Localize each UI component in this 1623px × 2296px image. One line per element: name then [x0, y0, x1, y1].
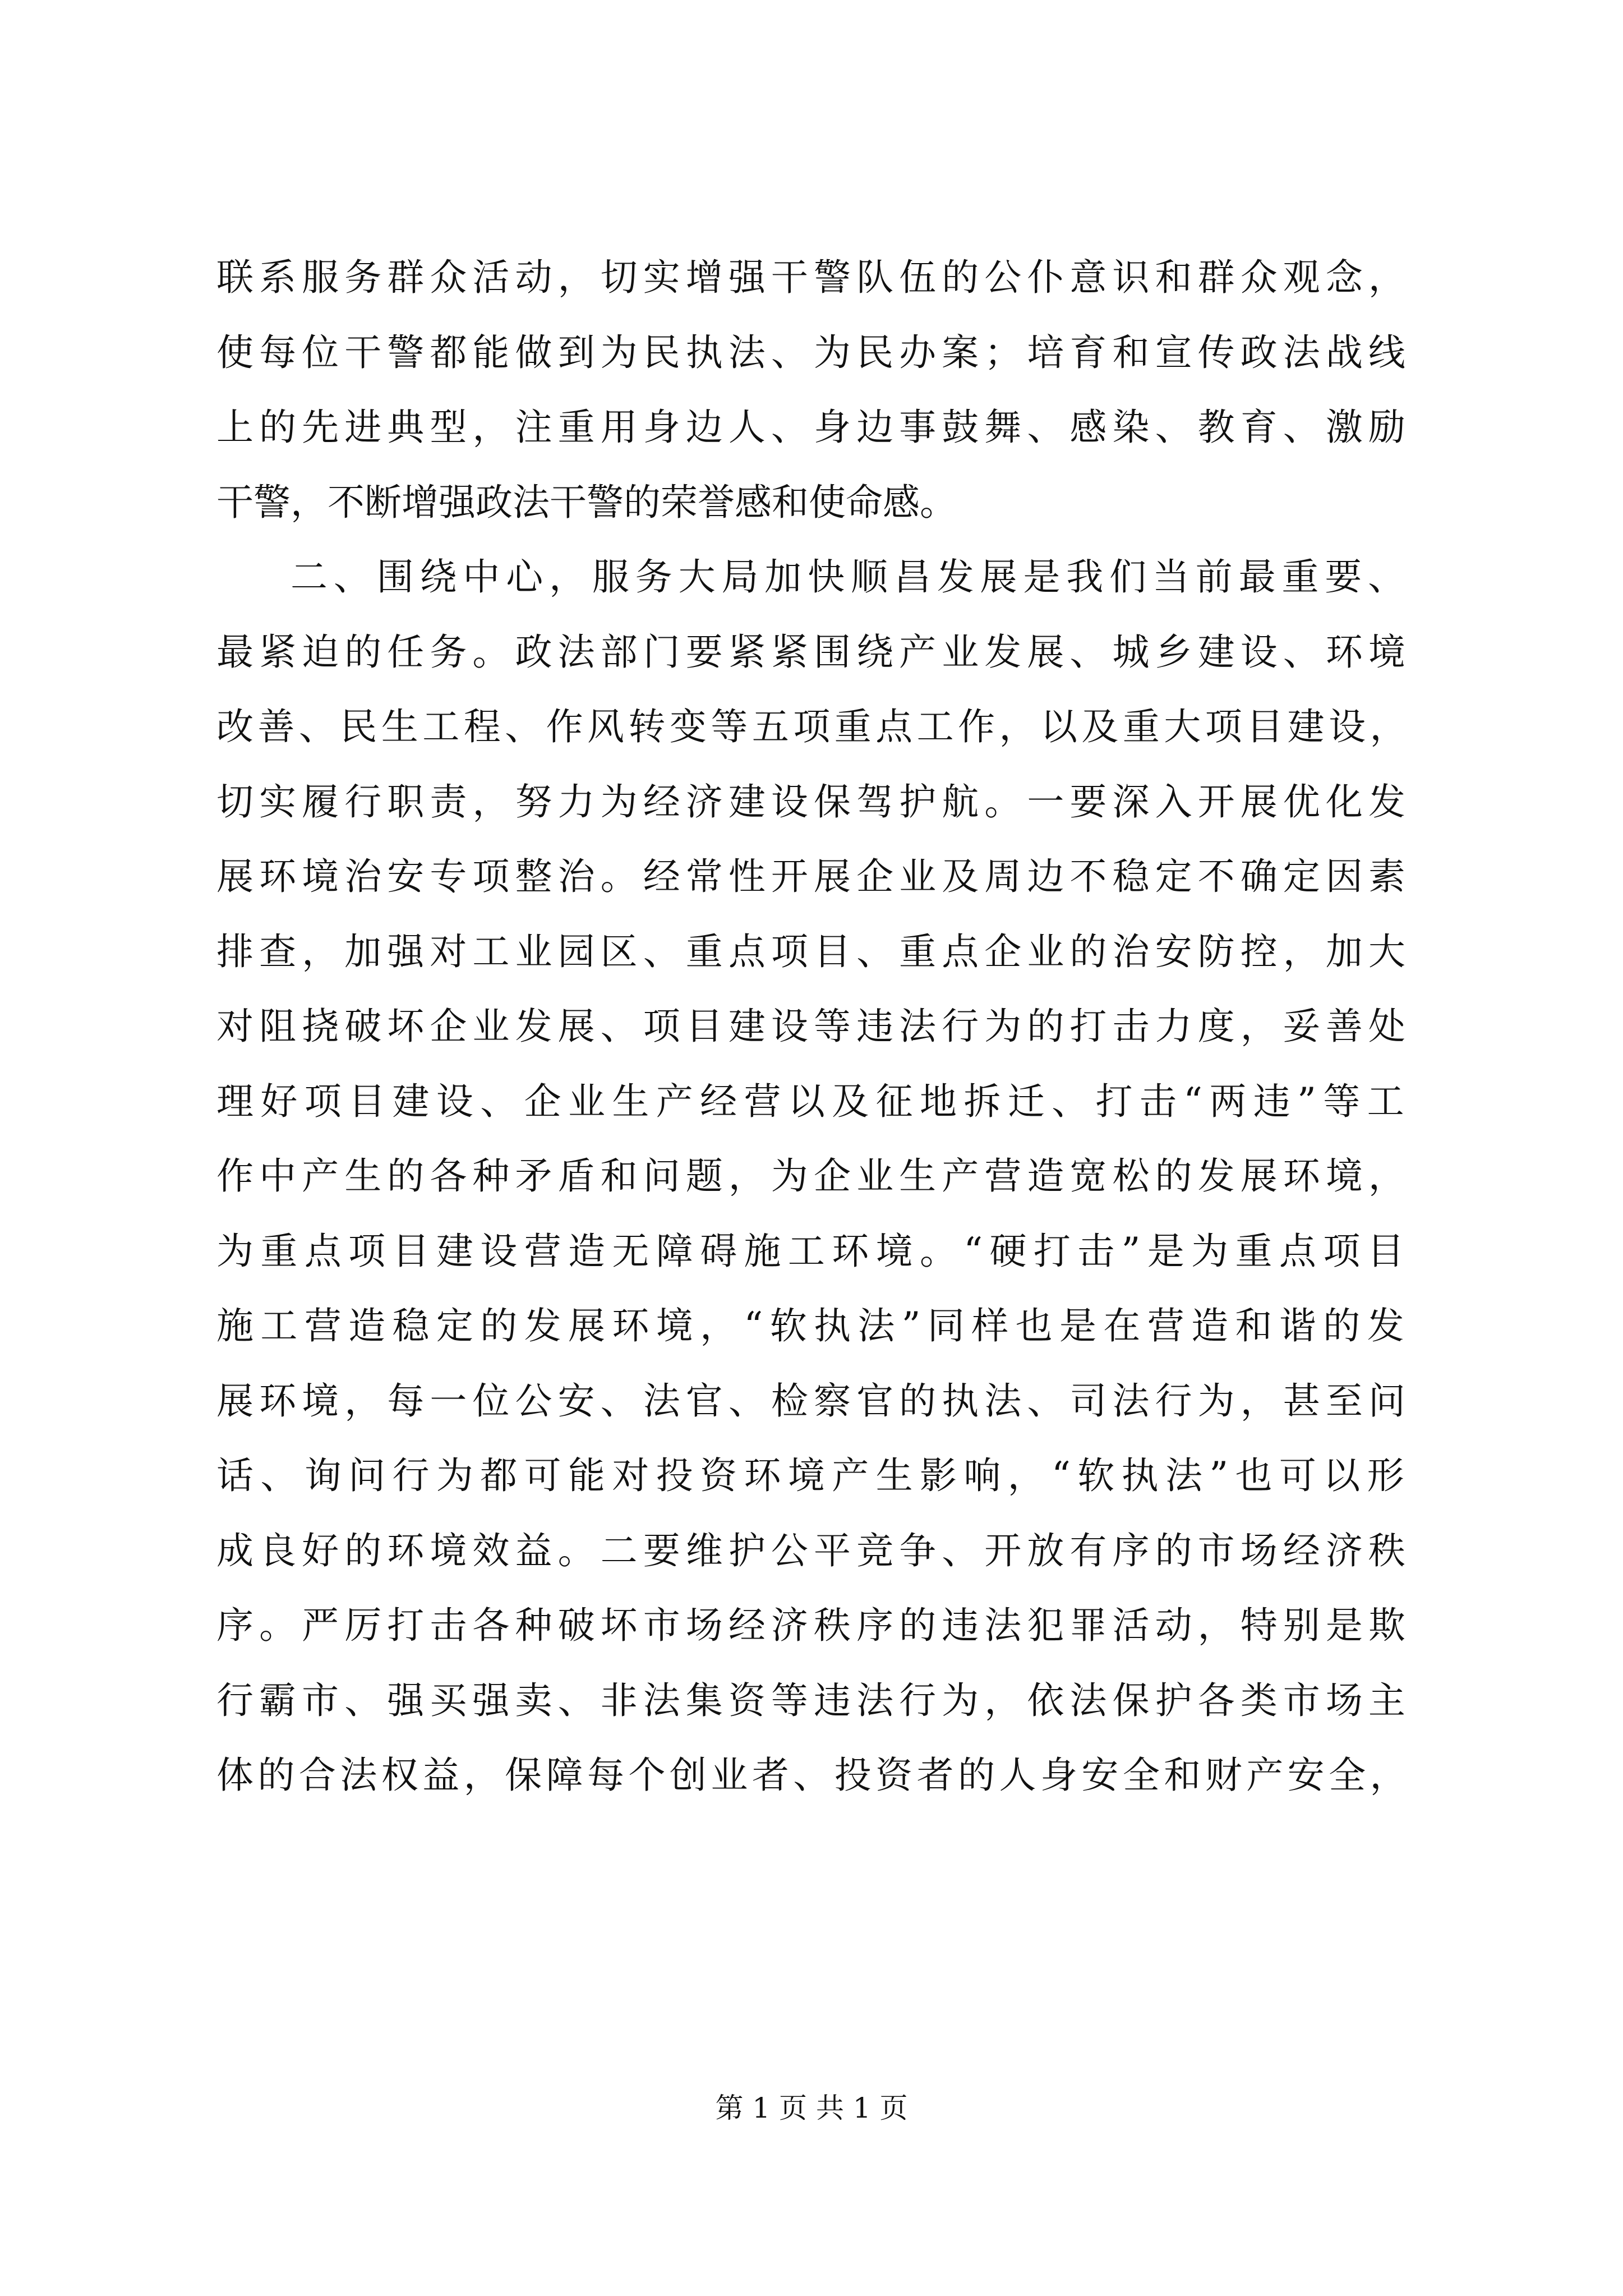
text-line: 为重点项目建设营造无障碍施工环境。“硬打击”是为重点项目: [216, 1229, 1411, 1273]
text-line: 成良好的环境效益。二要维护公平竞争、开放有序的市场经济秩: [216, 1529, 1411, 1572]
text-line: 最紧迫的任务。政法部门要紧紧围绕产业发展、城乡建设、环境: [216, 630, 1411, 674]
text-line: 展环境治安专项整治。经常性开展企业及周边不稳定不确定因素: [216, 855, 1411, 898]
text-line: 作中产生的各种矛盾和问题，为企业生产营造宽松的发展环境，: [216, 1154, 1411, 1198]
text-line: 切实履行职责，努力为经济建设保驾护航。一要深入开展优化发: [216, 780, 1411, 823]
body-text: [216, 240, 1411, 1813]
text-line: 展环境，每一位公安、法官、检察官的执法、司法行为，甚至问: [216, 1379, 1411, 1423]
text-line: 序。严厉打击各种破坏市场经济秩序的违法犯罪活动，特别是欺: [216, 1604, 1411, 1647]
text-line: 行霸市、强买强卖、非法集资等违法行为，依法保护各类市场主: [216, 1678, 1411, 1722]
section-heading-line: 二、围绕中心，服务大局加快顺昌发展是我们当前最重要、: [291, 555, 1411, 599]
text-line: 理好项目建设、企业生产经营以及征地拆迁、打击“两违”等工: [216, 1079, 1411, 1123]
text-line: 施工营造稳定的发展环境，“软执法”同样也是在营造和谐的发: [216, 1304, 1411, 1347]
text-line: 联系服务群众活动，切实增强干警队伍的公仆意识和群众观念，: [216, 256, 1411, 299]
text-line: 对阻挠破坏企业发展、项目建设等违法行为的打击力度，妥善处: [216, 1005, 1411, 1048]
text-line: 改善、民生工程、作风转变等五项重点工作，以及重大项目建设，: [216, 705, 1411, 748]
page-number: 第 1 页 共 1 页: [715, 2092, 908, 2124]
text-line: 排查，加强对工业园区、重点项目、重点企业的治安防控，加大: [216, 930, 1411, 973]
text-line: 干警，不断增强政法干警的荣誉感和使命感。: [216, 480, 957, 524]
page-footer: [0, 2086, 1623, 2126]
text-line: 使每位干警都能做到为民执法、为民办案；培育和宣传政法战线: [216, 330, 1411, 374]
text-line: 话、询问行为都可能对投资环境产生影响，“软执法”也可以形: [216, 1454, 1411, 1497]
text-line: 体的合法权益，保障每个创业者、投资者的人身安全和财产安全，: [216, 1754, 1411, 1797]
text-line: 上的先进典型，注重用身边人、身边事鼓舞、感染、教育、激励: [216, 406, 1411, 449]
